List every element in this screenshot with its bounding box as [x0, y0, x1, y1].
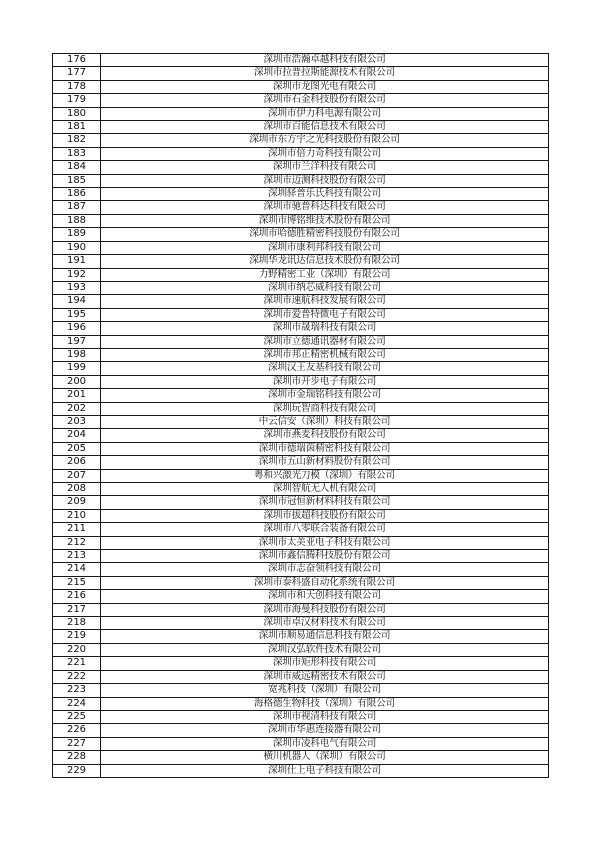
table-row — [53, 228, 549, 241]
row-number-cell: 196 — [53, 322, 101, 335]
row-number-cell: 177 — [53, 67, 101, 80]
table-row — [53, 469, 549, 482]
row-number-cell: 197 — [53, 335, 101, 348]
company-name-cell: 深圳市倍力奇科技有限公司 — [101, 147, 549, 160]
company-name-cell: 深圳市海曼科技股份有限公司 — [101, 603, 549, 616]
row-number-cell: 189 — [53, 228, 101, 241]
company-name-cell: 深圳市视清科技有限公司 — [101, 710, 549, 723]
row-number-cell: 186 — [53, 188, 101, 201]
company-name-cell: 深圳华龙讯达信息技术股份有限公司 — [101, 255, 549, 268]
table-row — [53, 684, 549, 697]
row-number-cell: 182 — [53, 134, 101, 147]
company-name-cell: 深圳市龙图光电有限公司 — [101, 80, 549, 93]
company-name-cell: 深圳市康利邦科技有限公司 — [101, 241, 549, 254]
row-number-cell: 221 — [53, 657, 101, 670]
table-row — [53, 536, 549, 549]
company-name-cell: 深圳市金瑞铭科技有限公司 — [101, 389, 549, 402]
company-name-cell: 深圳市兰洋科技有限公司 — [101, 161, 549, 174]
row-number-cell: 202 — [53, 402, 101, 415]
table-row — [53, 268, 549, 281]
row-number-cell: 222 — [53, 670, 101, 683]
table-row — [53, 509, 549, 522]
company-name-cell: 力野精密工业（深圳）有限公司 — [101, 268, 549, 281]
table-row — [53, 80, 549, 93]
table-row — [53, 281, 549, 294]
company-name-cell: 深圳市华惠连接器有限公司 — [101, 724, 549, 737]
table-row — [53, 550, 549, 563]
company-name-cell: 深圳市百能信息技术有限公司 — [101, 121, 549, 134]
table-row — [53, 456, 549, 469]
table-row — [53, 576, 549, 589]
row-number-cell: 181 — [53, 121, 101, 134]
row-number-cell: 219 — [53, 630, 101, 643]
row-number-cell: 190 — [53, 241, 101, 254]
company-name-cell: 深圳市太美亚电子科技有限公司 — [101, 536, 549, 549]
company-name-cell: 中云信安（深圳）科技有限公司 — [101, 415, 549, 428]
company-name-cell: 深圳市八零联合装备有限公司 — [101, 523, 549, 536]
table-row — [53, 295, 549, 308]
table-row — [53, 375, 549, 388]
row-number-cell: 220 — [53, 643, 101, 656]
row-number-cell: 210 — [53, 509, 101, 522]
table-row — [53, 737, 549, 750]
row-number-cell: 224 — [53, 697, 101, 710]
company-name-cell: 粤和兴激光刀模（深圳）有限公司 — [101, 469, 549, 482]
company-name-cell: 深圳市和天创科技有限公司 — [101, 590, 549, 603]
row-number-cell: 198 — [53, 348, 101, 361]
company-name-cell: 深圳市浩瀚卓越科技有限公司 — [101, 54, 549, 67]
row-number-cell: 206 — [53, 456, 101, 469]
row-number-cell: 193 — [53, 281, 101, 294]
table-row — [53, 174, 549, 187]
company-name-cell: 深圳市博铭维技术股份有限公司 — [101, 214, 549, 227]
table-row — [53, 161, 549, 174]
company-name-cell: 深圳汉弘软件技术有限公司 — [101, 643, 549, 656]
row-number-cell: 223 — [53, 684, 101, 697]
company-name-cell: 深圳市拉普拉斯能源技术有限公司 — [101, 67, 549, 80]
company-name-cell: 深圳市志奋领科技有限公司 — [101, 563, 549, 576]
company-name-cell: 深圳市东方宇之光科技股份有限公司 — [101, 134, 549, 147]
company-name-cell: 深圳仕上电子科技有限公司 — [101, 764, 549, 777]
table-row — [53, 308, 549, 321]
company-name-cell: 深圳市卓汉材料技术有限公司 — [101, 617, 549, 630]
company-name-cell: 深圳市鑫信腾科技股份有限公司 — [101, 550, 549, 563]
table-row — [53, 67, 549, 80]
row-number-cell: 178 — [53, 80, 101, 93]
company-name-cell: 深圳市速航科技发展有限公司 — [101, 295, 549, 308]
company-name-cell: 深圳市顺易通信息科技有限公司 — [101, 630, 549, 643]
row-number-cell: 216 — [53, 590, 101, 603]
table-row — [53, 657, 549, 670]
company-name-cell: 深圳市凌科电气有限公司 — [101, 737, 549, 750]
table-row — [53, 523, 549, 536]
company-list-table — [52, 53, 549, 778]
table-row — [53, 429, 549, 442]
row-number-cell: 188 — [53, 214, 101, 227]
table-row — [53, 241, 549, 254]
row-number-cell: 203 — [53, 415, 101, 428]
table-row — [53, 348, 549, 361]
row-number-cell: 183 — [53, 147, 101, 160]
row-number-cell: 213 — [53, 550, 101, 563]
company-name-cell: 深圳市威远精密技术有限公司 — [101, 670, 549, 683]
company-name-cell: 深圳市伊力科电源有限公司 — [101, 107, 549, 120]
company-name-cell: 海格德生物科技（深圳）有限公司 — [101, 697, 549, 710]
table-row — [53, 94, 549, 107]
row-number-cell: 199 — [53, 362, 101, 375]
table-row — [53, 201, 549, 214]
company-name-cell: 深圳市五山新材料股份有限公司 — [101, 456, 549, 469]
row-number-cell: 180 — [53, 107, 101, 120]
company-name-cell: 深圳市拔超科技股份有限公司 — [101, 509, 549, 522]
row-number-cell: 207 — [53, 469, 101, 482]
company-name-cell: 深圳市开步电子有限公司 — [101, 375, 549, 388]
company-name-cell: 深圳汉王友基科技有限公司 — [101, 362, 549, 375]
table-row — [53, 389, 549, 402]
row-number-cell: 215 — [53, 576, 101, 589]
table-body — [53, 54, 549, 778]
table-row — [53, 188, 549, 201]
row-number-cell: 195 — [53, 308, 101, 321]
company-name-cell: 宽兆科技（深圳）有限公司 — [101, 684, 549, 697]
row-number-cell: 218 — [53, 617, 101, 630]
table-row — [53, 147, 549, 160]
company-name-cell: 深圳市纳芯威科技有限公司 — [101, 281, 549, 294]
row-number-cell: 191 — [53, 255, 101, 268]
row-number-cell: 192 — [53, 268, 101, 281]
table-row — [53, 603, 549, 616]
row-number-cell: 179 — [53, 94, 101, 107]
table-row — [53, 134, 549, 147]
table-row — [53, 670, 549, 683]
company-name-cell: 深圳市德瑞茵精密科技有限公司 — [101, 442, 549, 455]
row-number-cell: 201 — [53, 389, 101, 402]
table-row — [53, 724, 549, 737]
table-row — [53, 643, 549, 656]
company-name-cell: 深圳市驰普科达科技有限公司 — [101, 201, 549, 214]
table-row — [53, 483, 549, 496]
table-row — [53, 121, 549, 134]
row-number-cell: 228 — [53, 751, 101, 764]
row-number-cell: 184 — [53, 161, 101, 174]
row-number-cell: 194 — [53, 295, 101, 308]
company-name-cell: 深圳市燕麦科技股份有限公司 — [101, 429, 549, 442]
table-row — [53, 697, 549, 710]
row-number-cell: 208 — [53, 483, 101, 496]
table-row — [53, 322, 549, 335]
row-number-cell: 176 — [53, 54, 101, 67]
table-row — [53, 415, 549, 428]
table-row — [53, 590, 549, 603]
company-name-cell: 深圳市泰科盛自动化系统有限公司 — [101, 576, 549, 589]
company-name-cell: 深圳驿普乐氏科技有限公司 — [101, 188, 549, 201]
table-row — [53, 617, 549, 630]
row-number-cell: 204 — [53, 429, 101, 442]
row-number-cell: 214 — [53, 563, 101, 576]
company-name-cell: 横川机器人（深圳）有限公司 — [101, 751, 549, 764]
row-number-cell: 212 — [53, 536, 101, 549]
table-row — [53, 362, 549, 375]
table-row — [53, 764, 549, 777]
company-name-cell: 深圳市哈德胜精密科技股份有限公司 — [101, 228, 549, 241]
company-name-cell: 深圳市迈测科技股份有限公司 — [101, 174, 549, 187]
row-number-cell: 217 — [53, 603, 101, 616]
table-row — [53, 710, 549, 723]
row-number-cell: 205 — [53, 442, 101, 455]
row-number-cell: 187 — [53, 201, 101, 214]
row-number-cell: 211 — [53, 523, 101, 536]
company-name-cell: 深圳市冠恒新材料科技有限公司 — [101, 496, 549, 509]
company-name-cell: 深圳智航无人机有限公司 — [101, 483, 549, 496]
company-name-cell: 深圳市立德通讯器材有限公司 — [101, 335, 549, 348]
table-row — [53, 402, 549, 415]
table-row — [53, 442, 549, 455]
table-row — [53, 54, 549, 67]
row-number-cell: 226 — [53, 724, 101, 737]
table-row — [53, 630, 549, 643]
row-number-cell: 200 — [53, 375, 101, 388]
row-number-cell: 225 — [53, 710, 101, 723]
company-name-cell: 深圳玩智商科技有限公司 — [101, 402, 549, 415]
company-name-cell: 深圳市石金科技股份有限公司 — [101, 94, 549, 107]
table-row — [53, 255, 549, 268]
table-row — [53, 214, 549, 227]
company-name-cell: 深圳市邦正精密机械有限公司 — [101, 348, 549, 361]
row-number-cell: 229 — [53, 764, 101, 777]
company-name-cell: 深圳市爱普特微电子有限公司 — [101, 308, 549, 321]
row-number-cell: 185 — [53, 174, 101, 187]
row-number-cell: 227 — [53, 737, 101, 750]
row-number-cell: 209 — [53, 496, 101, 509]
table-row — [53, 563, 549, 576]
company-name-cell: 深圳市矩形科技有限公司 — [101, 657, 549, 670]
table-row — [53, 335, 549, 348]
company-name-cell: 深圳市晟瑞科技有限公司 — [101, 322, 549, 335]
table-row — [53, 496, 549, 509]
table-row — [53, 107, 549, 120]
table-row — [53, 751, 549, 764]
